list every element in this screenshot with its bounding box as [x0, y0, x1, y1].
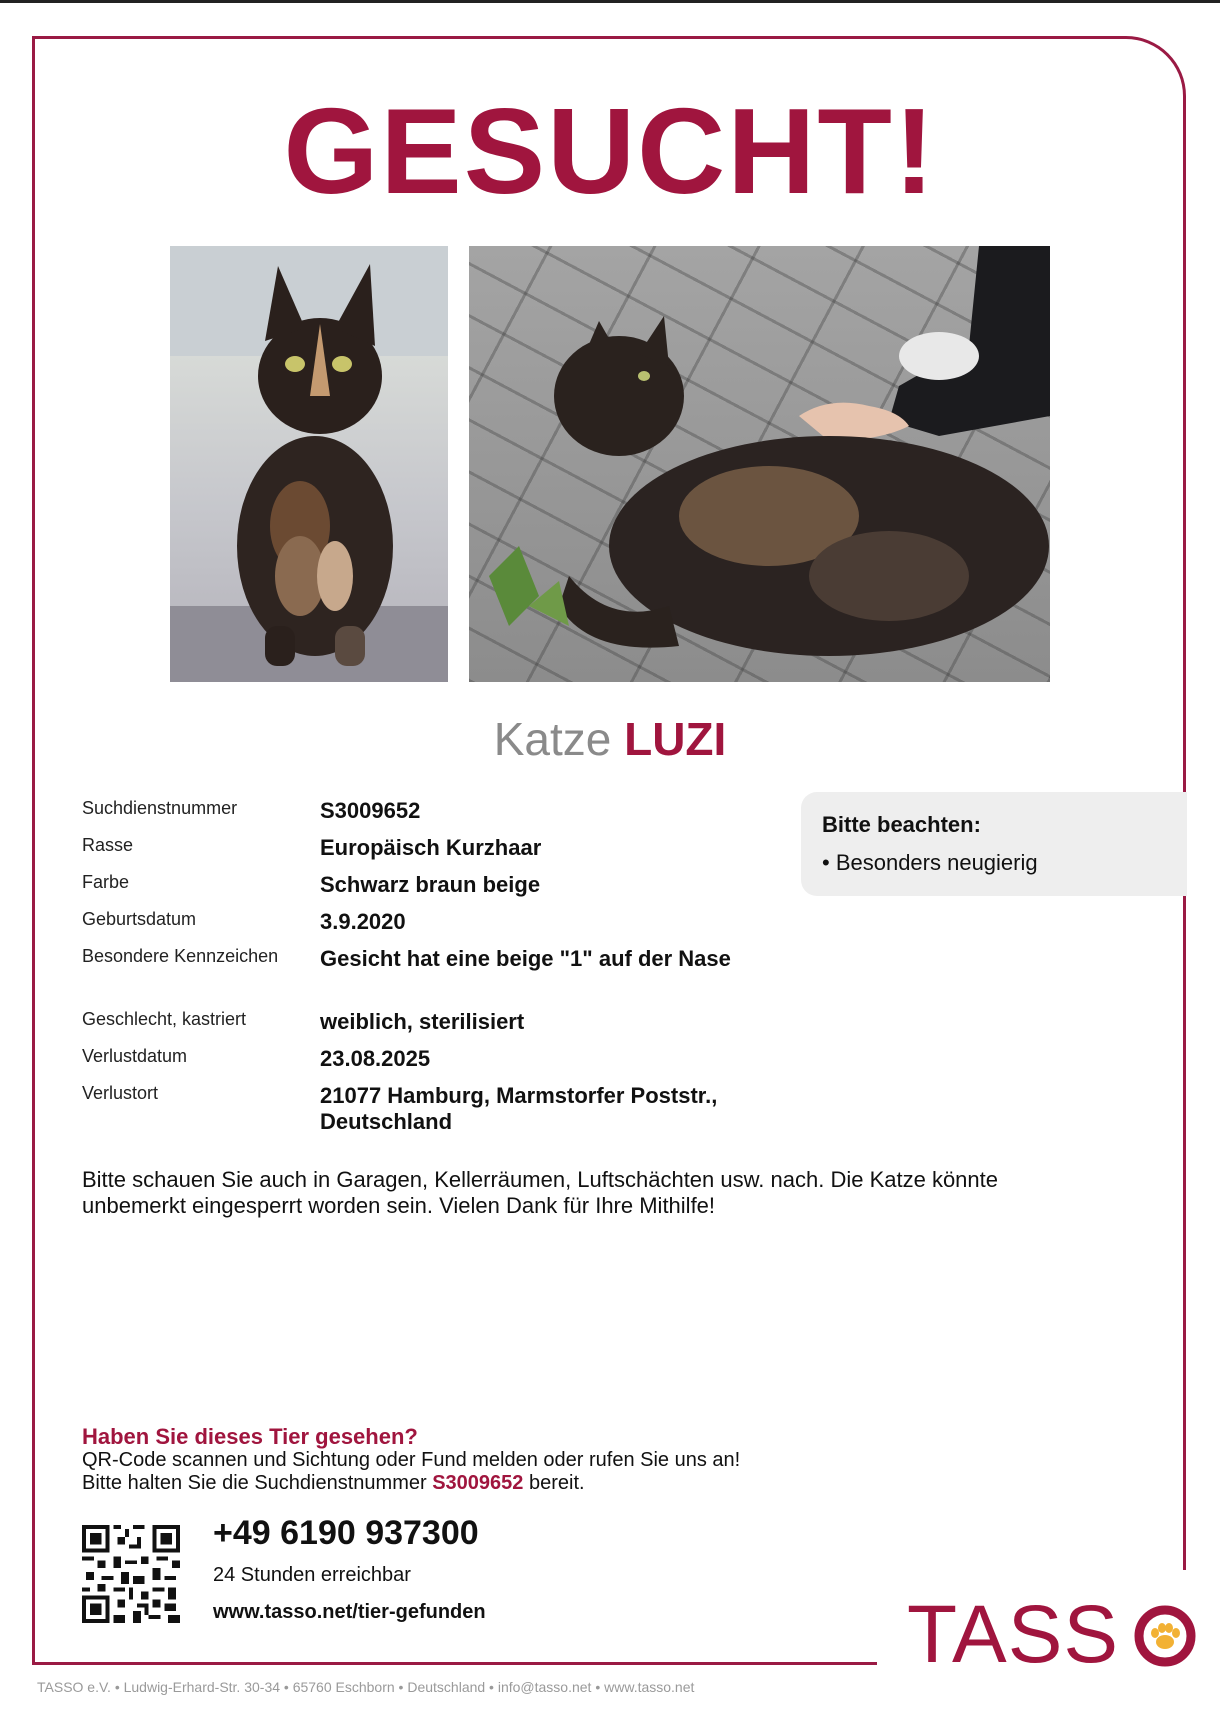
- detail-label: Farbe: [82, 872, 130, 892]
- detail-value: S3009652: [320, 798, 421, 823]
- detail-label: Rasse: [82, 835, 134, 855]
- detail-value: Europäisch Kurzhaar: [320, 835, 542, 860]
- animal-type-label: Katze: [493, 713, 612, 765]
- detail-label: Suchdienstnummer: [82, 798, 238, 818]
- paw-icon: [1133, 1604, 1197, 1668]
- phone-number[interactable]: +49 6190 937300: [213, 1514, 479, 1552]
- logo-text: TASS: [907, 1589, 1120, 1680]
- notice-box: [801, 792, 1187, 896]
- search-number-highlight: S3009652: [432, 1472, 524, 1494]
- cat-photo-lying: [469, 246, 1050, 682]
- animal-name: LUZI: [624, 713, 727, 765]
- footer-address: TASSO e.V. • Ludwig-Erhard-Str. 30-34 • 65760 Eschborn • Deutschland • info@tasso.net • www.tasso.net: [37, 1679, 695, 1695]
- detail-value: Gesicht hat eine beige "1" auf der Nase: [320, 946, 731, 971]
- detail-value: 23.08.2025: [320, 1046, 431, 1071]
- cat-photo-sitting: [170, 246, 448, 682]
- tasso-logo: [907, 1589, 1120, 1680]
- seen-question: Haben Sie dieses Tier gesehen?: [82, 1424, 418, 1449]
- headline: GESUCHT!: [283, 83, 937, 219]
- detail-label: Geschlecht, kastriert: [82, 1009, 247, 1029]
- detail-value: weiblich, sterilisiert: [320, 1009, 525, 1034]
- availability-text: 24 Stunden erreichbar: [213, 1564, 411, 1586]
- detail-label: Verlustdatum: [82, 1046, 188, 1066]
- detail-value: 21077 Hamburg, Marmstorfer Poststr., Deutschland: [320, 1083, 718, 1134]
- detail-label: Verlustort: [82, 1083, 159, 1103]
- animal-name-line: [0, 713, 1220, 765]
- search-instructions-paragraph: Bitte schauen Sie auch in Garagen, Kellerräumen, Luftschächten usw. nach. Die Katze könnte unbemerkt eingesperrt worden sein. Vielen Dank für Ihre Mithilfe!: [82, 1167, 998, 1218]
- instruction-line-2: Bitte halten Sie die Suchdienstnummer S3009652 bereit.: [82, 1472, 585, 1494]
- notice-item: • Besonders neugierig: [822, 850, 1038, 875]
- notice-title: Bitte beachten:: [822, 812, 981, 837]
- detail-label: Besondere Kennzeichen: [82, 946, 279, 966]
- detail-value: 3.9.2020: [320, 909, 406, 934]
- contact-instructions: [82, 1449, 740, 1495]
- poster-frame-bottom: [32, 1662, 877, 1665]
- instruction-line-1: QR-Code scannen und Sichtung oder Fund melden oder rufen Sie uns an!: [82, 1449, 741, 1471]
- detail-label: Geburtsdatum: [82, 909, 197, 929]
- top-border-line: [0, 0, 1220, 3]
- qr-code-icon[interactable]: [82, 1525, 180, 1623]
- detail-value: Schwarz braun beige: [320, 872, 541, 897]
- report-url-link[interactable]: www.tasso.net/tier-gefunden: [213, 1601, 486, 1623]
